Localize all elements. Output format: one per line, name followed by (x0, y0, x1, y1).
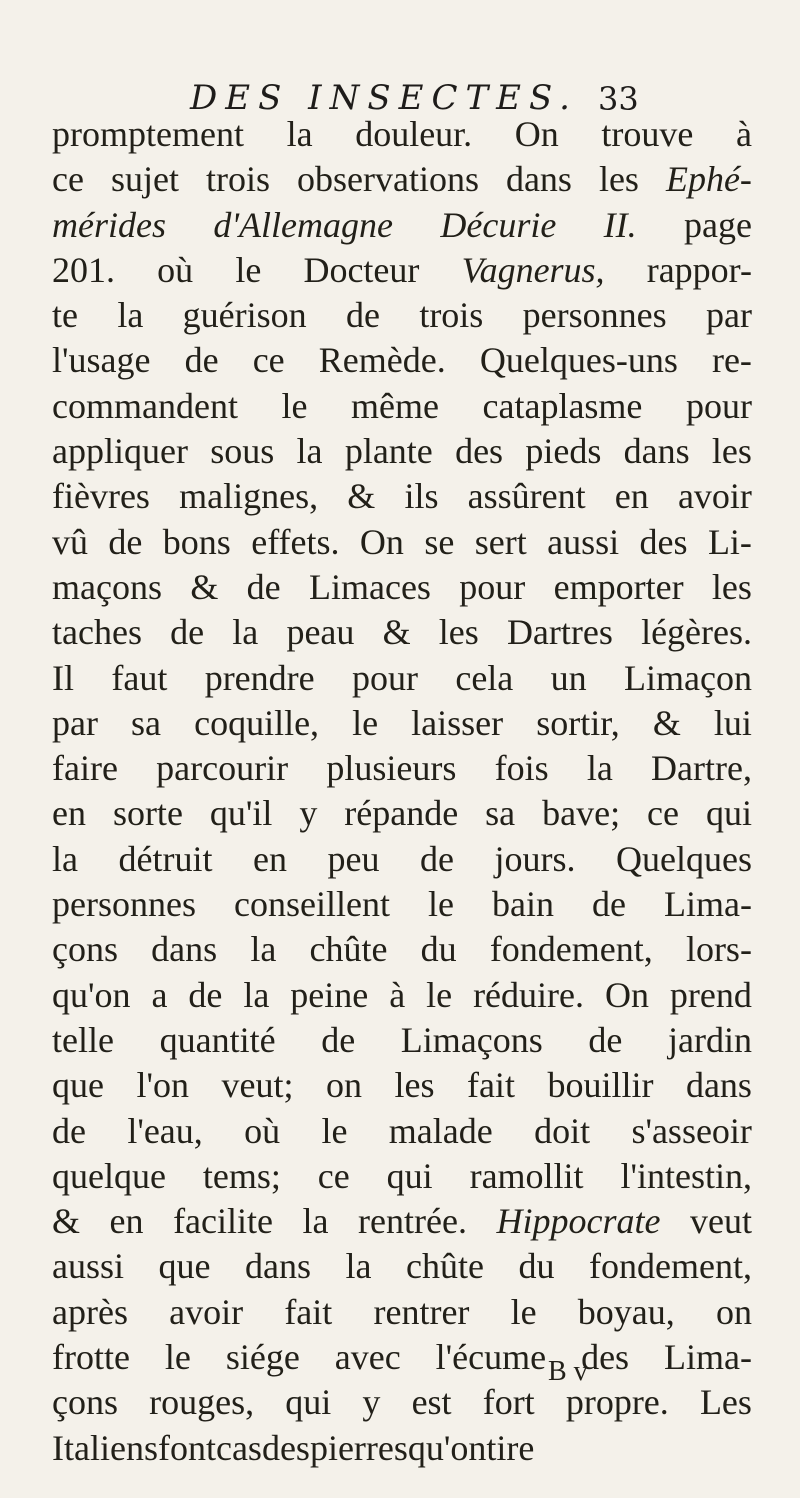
text-line: frotte le siége avec l'écume des Lima- (52, 1337, 752, 1378)
text-line: Il faut prendre pour cela un Limaçon (52, 657, 752, 698)
text-line: Italiens font cas des pierres qu'on tire (52, 1427, 535, 1468)
text-line: promptement la douleur. On trouve à (52, 114, 752, 154)
text-line: par sa coquille, le laisser sortir, & lui (52, 702, 752, 743)
running-head: DES INSECTES. (190, 78, 578, 118)
text-line: aussi que dans la chûte du fondement, (52, 1246, 752, 1287)
text-line: te la guérison de trois personnes par (52, 295, 752, 336)
text-line: quelque tems; ce qui ramollit l'intestin, (52, 1155, 752, 1196)
body-text (52, 112, 752, 1471)
text-line: appliquer sous la plante des pieds dans les (52, 431, 752, 472)
text-line: la détruit en peu de jours. Quelques (52, 838, 752, 879)
text-line: taches de la peau & les Dartres légères. (52, 612, 752, 653)
text-line: de l'eau, où le malade doit s'asseoir (52, 1110, 752, 1151)
text-line: en sorte qu'il y répande sa bave; ce qui (52, 793, 752, 834)
text-line: qu'on a de la peine à le réduire. On prend (52, 974, 752, 1015)
text-line: après avoir fait rentrer le boyau, on (52, 1291, 752, 1332)
text-line: faire parcourir plusieurs fois la Dartre, (52, 748, 752, 789)
text-line: maçons & de Limaces pour emporter les (52, 566, 752, 607)
text-line: l'usage de ce Remède. Quelques-uns re- (52, 340, 752, 381)
text-line: 201. où le Docteur Vagnerus, rappor- (52, 249, 752, 290)
text-line: vû de bons effets. On se sert aussi des Li- (52, 521, 752, 562)
text-line: çons dans la chûte du fondement, lors- (52, 929, 752, 970)
text-line: çons rouges, qui y est fort propre. Les (52, 1382, 752, 1423)
text-line: & en facilite la rentrée. Hippocrate veut (52, 1201, 752, 1242)
catchword: B v (548, 1356, 588, 1387)
page-number: 33 (598, 80, 639, 118)
text-line: commandent le même cataplasme pour (52, 385, 752, 426)
text-line: fièvres malignes, & ils assûrent en avoir (52, 476, 752, 517)
text-line: mérides d'Allemagne Décurie II. page (52, 204, 752, 245)
text-line: telle quantité de Limaçons de jardin (52, 1019, 752, 1060)
text-line: personnes conseillent le bain de Lima- (52, 884, 752, 925)
text-line: que l'on veut; on les fait bouillir dans (52, 1065, 752, 1106)
text-line: ce sujet trois observations dans les Ephé- (52, 159, 752, 200)
